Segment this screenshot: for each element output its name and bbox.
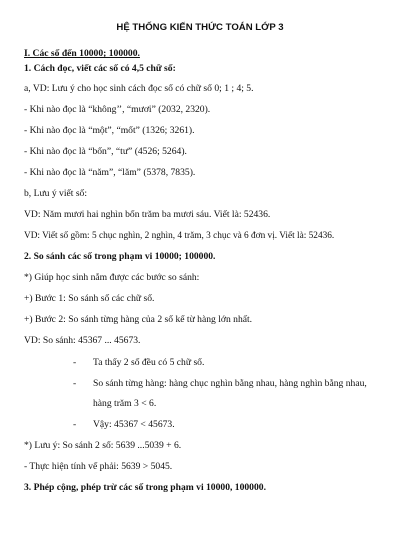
list-item: - Khi nào đọc là “một”, “mốt” (1326; 3261). bbox=[24, 125, 195, 136]
list-item: Vậy: 45367 < 45673. bbox=[93, 419, 175, 430]
paragraph-step: +) Bước 2: So sánh từng hàng của 2 số kể từ hàng lớn nhất. bbox=[24, 314, 253, 325]
paragraph-intro: a, VD: Lưu ý cho học sinh cách đọc số có chữ số 0; 1 ; 4; 5. bbox=[24, 83, 254, 94]
list-item: - Khi nào đọc là “năm”, “lăm” (5378, 7835). bbox=[24, 167, 196, 178]
paragraph-note-b: b, Lưu ý viết số: bbox=[24, 188, 88, 199]
paragraph-calc: - Thực hiện tính vế phải: 5639 > 5045. bbox=[24, 461, 173, 472]
paragraph-help: *) Giúp học sinh nắm được các bước so sánh: bbox=[24, 272, 200, 283]
bullet-dash: - bbox=[73, 357, 77, 368]
section-heading: I. Các số đến 10000; 100000. bbox=[24, 48, 140, 59]
subsection-heading-3: 3. Phép cộng, phép trừ các số trong phạm vi 10000, 100000. bbox=[24, 482, 266, 493]
list-item: Ta thấy 2 số đều có 5 chữ số. bbox=[93, 357, 205, 368]
subsection-heading-1: 1. Cách đọc, viết các số có 4,5 chữ số: bbox=[24, 63, 176, 74]
paragraph-example: VD: Viết số gồm: 5 chục nghìn, 2 nghìn, 4 trăm, 3 chục và 6 đơn vị. Viết là: 52436. bbox=[24, 231, 335, 241]
bullet-dash: - bbox=[73, 378, 77, 389]
paragraph-note: *) Lưu ý: So sánh 2 số: 5639 ...5039 + 6. bbox=[24, 440, 182, 451]
paragraph-example: VD: So sánh: 45367 ... 45673. bbox=[24, 335, 141, 346]
subsection-heading-2: 2. So sánh các số trong phạm vi 10000; 100000. bbox=[24, 251, 216, 262]
bullet-dash: - bbox=[73, 419, 77, 430]
list-item: hàng trăm 3 < 6. bbox=[93, 398, 157, 409]
paragraph-step: +) Bước 1: So sánh số các chữ số. bbox=[24, 293, 155, 304]
list-item: So sánh từng hàng: hàng chục nghìn bằng nhau, hàng nghìn bằng nhau, bbox=[93, 378, 367, 389]
list-item: - Khi nào đọc là “không’’, “mươi” (2032, 2320). bbox=[24, 104, 211, 115]
document-title: HỆ THỐNG KIẾN THỨC TOÁN LỚP 3 bbox=[116, 22, 284, 33]
list-item: - Khi nào đọc là “bốn”, “tư” (4526; 5264). bbox=[24, 146, 187, 157]
paragraph-example: VD: Năm mươi hai nghìn bốn trăm ba mươi sáu. Viết là: 52436. bbox=[24, 209, 271, 220]
